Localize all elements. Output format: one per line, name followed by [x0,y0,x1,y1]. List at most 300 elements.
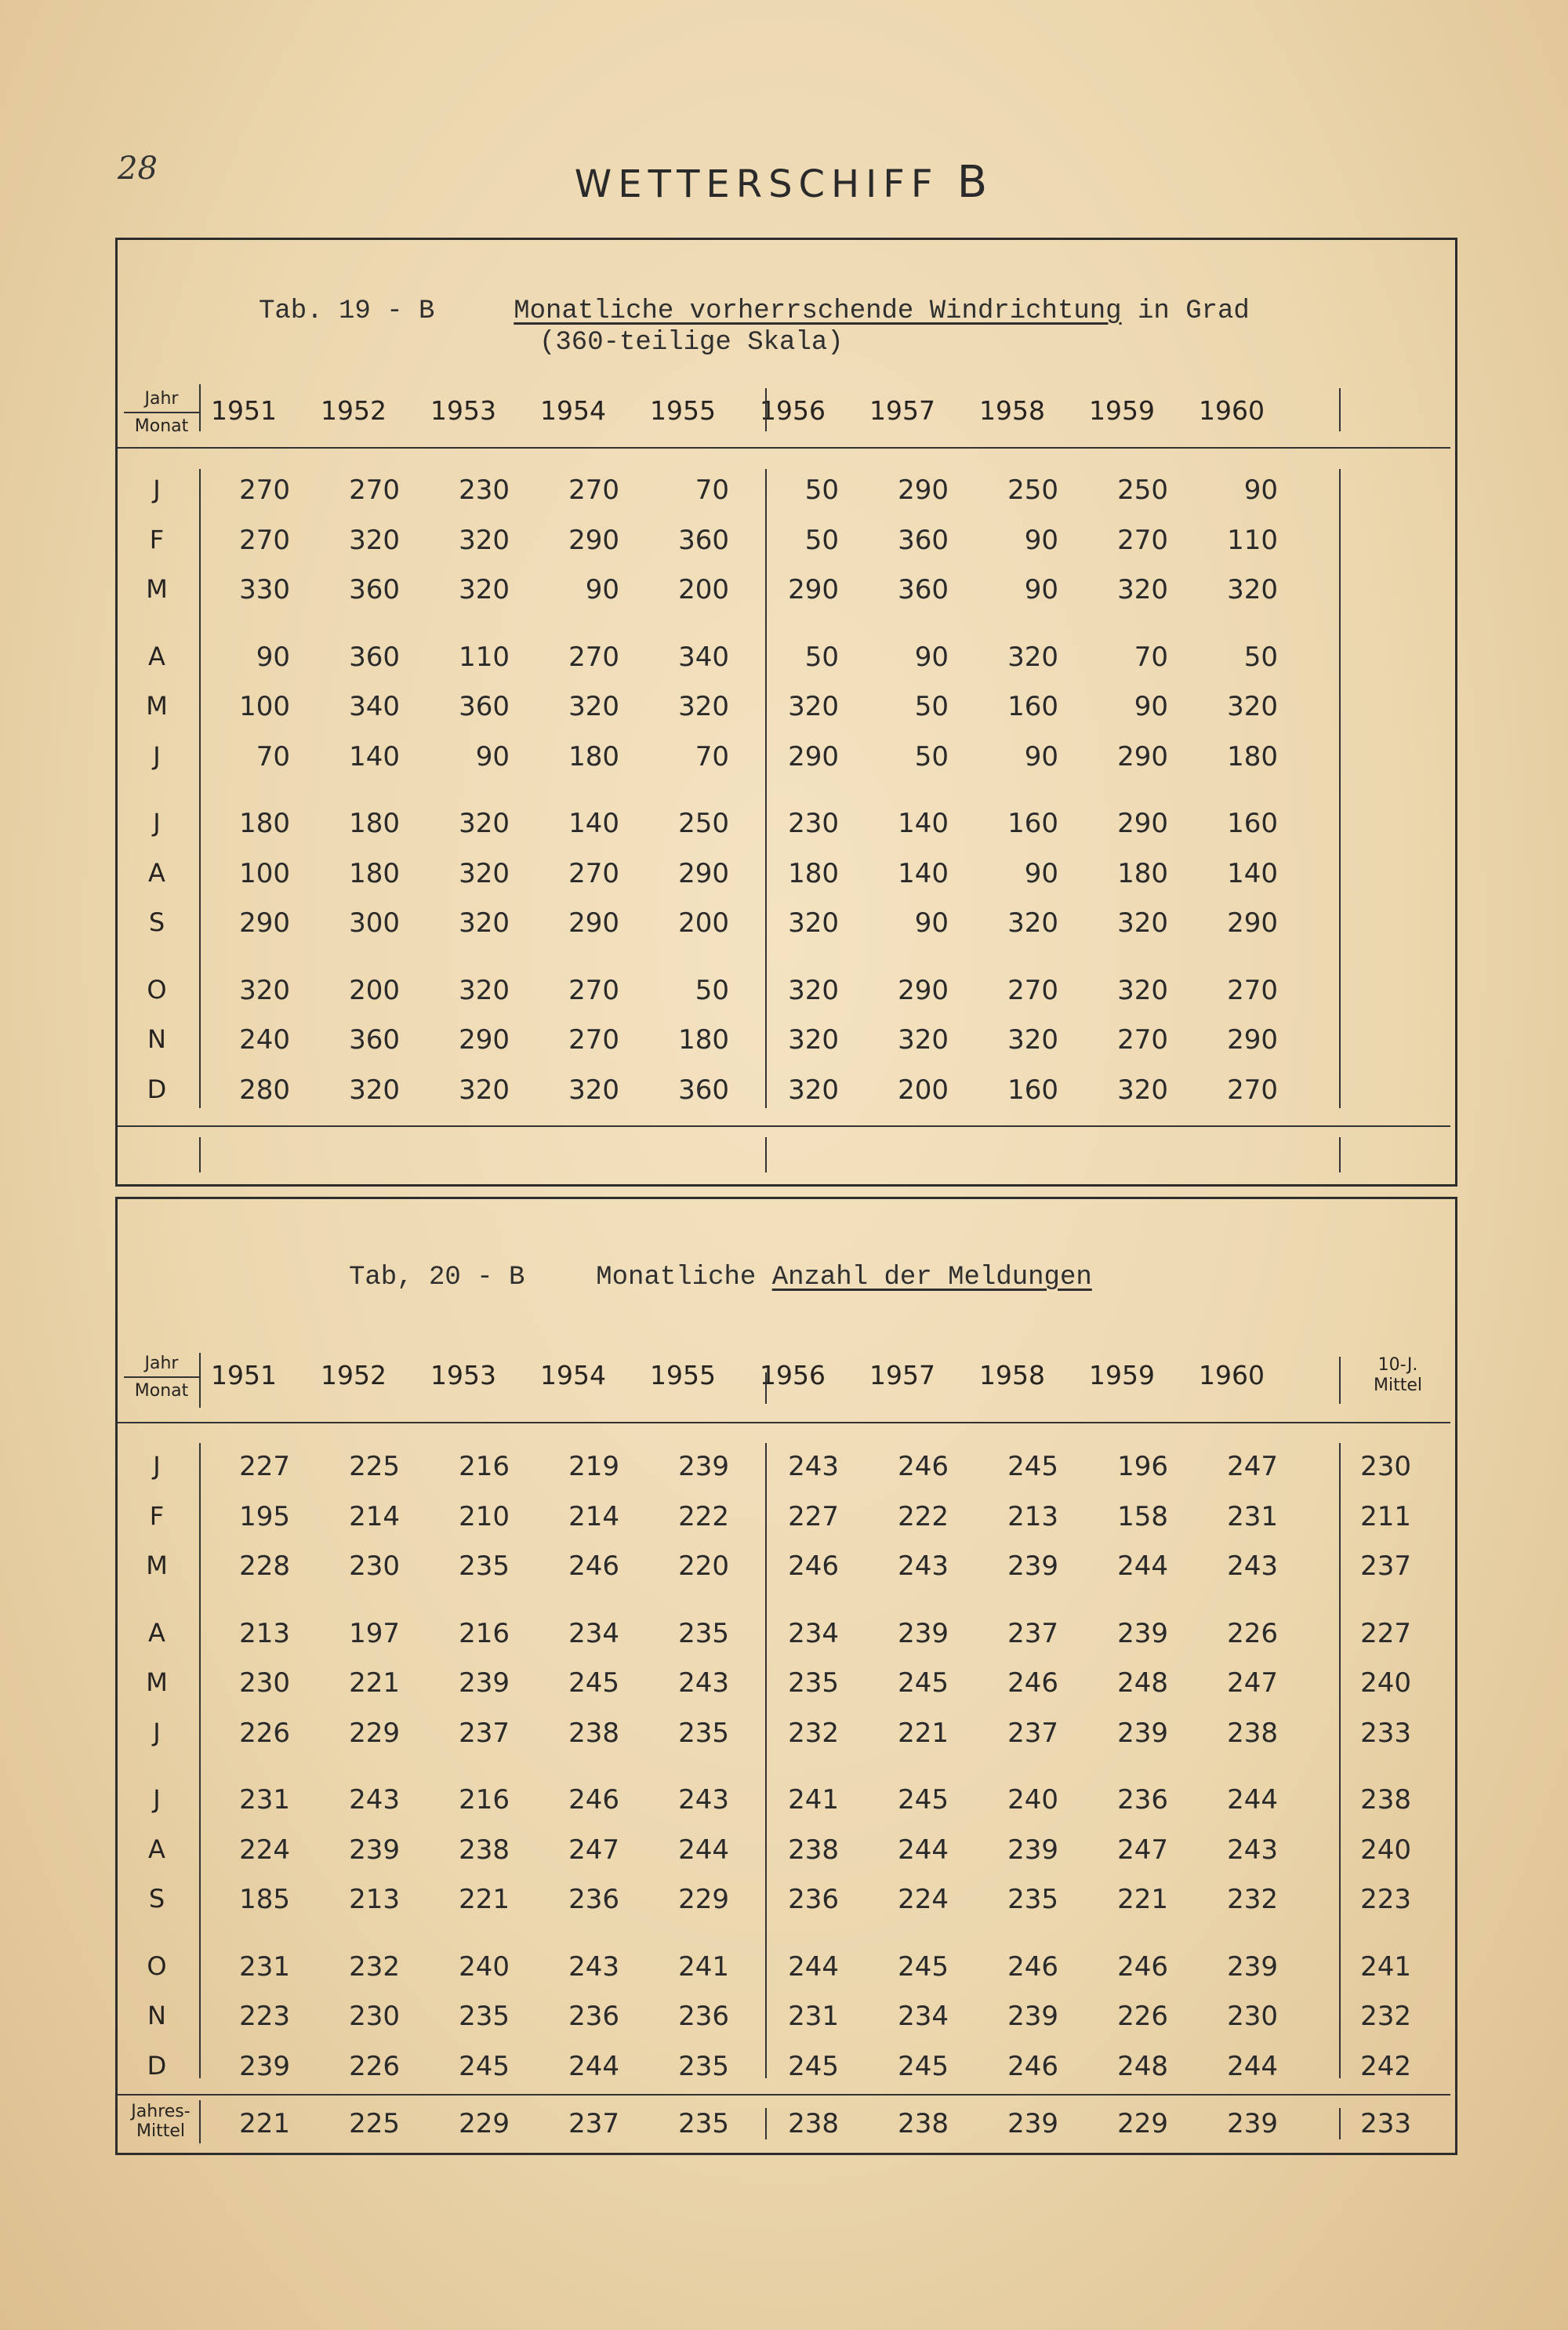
t20-cell: 239 [898,1617,949,1649]
t20-year-1954: 1954 [540,1360,606,1390]
t20-cell: 239 [1007,2001,1058,2032]
t20-cell: 231 [1227,1500,1278,1532]
t20-cell: 239 [678,1451,729,1482]
t20-cell: 244 [1227,1784,1278,1816]
table-19-title: Monatliche vorherrschende Windrichtung [514,296,1122,326]
t20-cell: 246 [568,1550,619,1582]
t19-cell: 140 [898,857,949,889]
t19-cell: 320 [459,974,510,1006]
t20-footer-cell: 229 [459,2108,510,2139]
t19-cell: 290 [1117,740,1168,772]
t19-month-label: M [146,691,168,721]
t19-month-label: J [153,740,161,771]
page-title [0,157,1568,208]
t19-cell: 320 [349,524,400,556]
t19-foot-divider-right [1339,1137,1341,1172]
table-19-label: Tab. 19 - B [259,296,435,326]
t20-cell: 235 [678,2050,729,2082]
t20-cell: 232 [349,1950,400,1983]
t19-cell: 320 [568,691,619,722]
t19-cell: 270 [1117,524,1168,556]
t20-cell: 236 [678,2001,729,2032]
t19-month-label: M [146,574,168,604]
t20-cell: 227 [788,1500,839,1532]
table-19-caption [259,296,1250,326]
t20-cell: 245 [898,1950,949,1983]
t19-cell: 200 [898,1074,949,1106]
t19-cell: 50 [804,524,839,556]
t20-footer-cell: 238 [898,2108,949,2139]
t20-cell: 245 [898,2050,949,2082]
t20-cell: 243 [349,1784,400,1816]
t19-cell: 290 [1117,808,1168,839]
t19-cell: 360 [678,524,729,556]
t20-month-label: O [147,1950,167,1981]
t19-year-1952: 1952 [321,395,387,426]
t20-mittel-cell: 242 [1360,2050,1411,2082]
t19-cell: 290 [788,740,839,772]
t20-cell: 246 [1007,2050,1058,2082]
t20-col-divider-mid [765,1372,767,1404]
t19-cell: 320 [788,691,839,722]
t19-cell: 320 [898,1024,949,1056]
t19-cell: 110 [1227,524,1278,556]
t20-cell: 224 [239,1834,290,1866]
t20-cell: 234 [788,1617,839,1649]
t20-header-rule [118,1422,1450,1423]
t20-footer-cell: 235 [678,2108,729,2139]
t19-cell: 290 [239,907,290,939]
t19-month-label: O [147,974,167,1005]
t20-cell: 216 [459,1451,510,1482]
t19-cell: 270 [349,474,400,506]
t19-cell: 290 [1227,907,1278,939]
t20-cell: 239 [1117,1617,1168,1649]
table-20-caption [349,1263,1092,1292]
t19-foot-divider-mid [765,1137,767,1172]
t19-cell: 270 [239,524,290,556]
t19-cell: 180 [349,857,400,889]
t20-cell: 229 [678,1884,729,1915]
t19-cell: 180 [788,857,839,889]
t20-year-1952: 1952 [321,1360,387,1390]
mittel-label-2: Mittel [1374,1376,1422,1395]
t19-cell: 320 [459,857,510,889]
t19-cell: 360 [898,574,949,605]
t20-cell: 246 [1117,1950,1168,1983]
t20-cell: 243 [678,1667,729,1699]
t19-cell: 50 [914,691,949,722]
t19-cell: 320 [678,691,729,722]
t20-mittel-cell: 241 [1360,1950,1411,1983]
t20-cell: 197 [349,1617,400,1649]
t20-year-1960: 1960 [1199,1360,1265,1390]
t20-cell: 226 [1227,1617,1278,1649]
t19-month-label: A [148,857,165,888]
t20-year-1959: 1959 [1089,1360,1155,1390]
t19-cell: 320 [788,1024,839,1056]
t20-cell: 236 [568,2001,619,2032]
t20-month-label: M [146,1667,168,1697]
t19-cell: 250 [678,808,729,839]
t19-cell: 90 [1024,524,1058,556]
t20-cell: 245 [568,1667,619,1699]
t19-cell: 180 [1117,857,1168,889]
t19-cell: 290 [1227,1024,1278,1056]
t20-cell: 214 [568,1500,619,1532]
t19-col-divider-mid [765,388,767,431]
t19-cell: 360 [459,691,510,722]
t19-header-rule [118,447,1450,449]
jahres-label: Jahres- [131,2102,191,2121]
t19-cell: 270 [568,474,619,506]
t19-cell: 320 [788,907,839,939]
t20-month-label: D [147,2050,167,2081]
table-19-subtitle: (360-teilige Skala) [539,328,844,358]
t20-cell: 240 [1007,1784,1058,1816]
t20-cell: 232 [1227,1884,1278,1915]
t19-body-divider-left [199,469,201,1108]
t19-cell: 270 [568,857,619,889]
t20-cell: 221 [898,1717,949,1749]
t19-cell: 290 [898,474,949,506]
t20-cell: 244 [788,1950,839,1983]
t20-cell: 235 [678,1617,729,1649]
table-20-title-plain: Monatliche [596,1263,772,1292]
t19-cell: 320 [1007,641,1058,673]
page-title-prefix: WETTERSCHIFF [574,162,939,206]
t20-cell: 243 [1227,1550,1278,1582]
t19-cell: 180 [678,1024,729,1056]
t19-cell: 90 [475,740,510,772]
t19-cell: 160 [1007,1074,1058,1106]
t20-cell: 216 [459,1617,510,1649]
t20-mittel-cell: 237 [1360,1550,1411,1582]
t19-cell: 200 [678,907,729,939]
t20-cell: 247 [568,1834,619,1866]
t20-body-divider-right [1339,1443,1341,2078]
t20-cell: 243 [678,1784,729,1816]
t19-cell: 140 [349,740,400,772]
t20-cell: 248 [1117,1667,1168,1699]
t19-footer-rule [118,1125,1450,1127]
t20-cell: 213 [239,1617,290,1649]
t19-cell: 160 [1227,808,1278,839]
t20-footer-cell: 237 [568,2108,619,2139]
t20-cell: 216 [459,1784,510,1816]
t20-month-label: J [153,1451,161,1481]
t19-cell: 90 [1134,691,1168,722]
t20-month-label: S [148,1884,165,1914]
t20-cell: 213 [1007,1500,1058,1532]
t19-cell: 230 [459,474,510,506]
t20-cell: 219 [568,1451,619,1482]
t19-cell: 180 [1227,740,1278,772]
t20-cell: 213 [349,1884,400,1915]
t20-body-divider-mid [765,1443,767,2078]
t20-cell: 158 [1117,1500,1168,1532]
t19-body-divider-mid [765,469,767,1108]
t20-cell: 239 [239,2050,290,2082]
t20-footer-cell: 233 [1360,2108,1411,2139]
t19-cell: 70 [695,474,729,506]
mittel-label: Mittel [136,2121,185,2141]
t19-month-label: A [148,641,165,671]
t20-cell: 210 [459,1500,510,1532]
t20-cell: 223 [239,2001,290,2032]
t19-year-1957: 1957 [869,395,935,426]
t19-cell: 320 [459,907,510,939]
t20-cell: 239 [1007,1550,1058,1582]
t19-cell: 70 [1134,641,1168,673]
table-20-label: Tab, 20 - B [349,1263,525,1292]
t20-cell: 236 [568,1884,619,1915]
t19-cell: 180 [239,808,290,839]
t20-jahres-mittel-label [122,2102,200,2141]
t20-cell: 195 [239,1500,290,1532]
t19-body-divider-right [1339,469,1341,1108]
t19-cell: 290 [788,574,839,605]
t19-cell: 320 [349,1074,400,1106]
jahr-label: Jahr [124,389,199,413]
t20-month-label: A [148,1617,165,1648]
t19-cell: 360 [349,1024,400,1056]
t19-cell: 290 [898,974,949,1006]
t19-cell: 70 [695,740,729,772]
t20-mittel-cell: 240 [1360,1834,1411,1866]
t19-cell: 360 [678,1074,729,1106]
t20-cell: 226 [239,1717,290,1749]
t20-footer-cell: 221 [239,2108,290,2139]
t20-year-1955: 1955 [650,1360,716,1390]
t19-cell: 250 [1117,474,1168,506]
t20-footer-cell: 229 [1117,2108,1168,2139]
monat-label: Monat [134,1381,189,1401]
t20-cell: 243 [568,1950,619,1983]
t20-cell: 243 [898,1550,949,1582]
t19-cell: 270 [239,474,290,506]
t19-year-1954: 1954 [540,395,606,426]
t19-cell: 100 [239,857,290,889]
t20-cell: 244 [898,1834,949,1866]
t19-cell: 270 [1227,1074,1278,1106]
t19-cell: 320 [239,974,290,1006]
t19-cell: 70 [256,740,290,772]
t19-cell: 50 [695,974,729,1006]
t20-cell: 245 [898,1784,949,1816]
t20-mittel-cell: 223 [1360,1884,1411,1915]
t20-cell: 234 [898,2001,949,2032]
t19-cell: 270 [568,641,619,673]
t20-cell: 196 [1117,1451,1168,1482]
t19-cell: 270 [1227,974,1278,1006]
t20-cell: 224 [898,1884,949,1915]
jahr-label: Jahr [124,1354,199,1378]
t20-mittel-cell: 233 [1360,1717,1411,1749]
t19-cell: 290 [568,907,619,939]
t19-cell: 320 [459,1074,510,1106]
t19-year-1953: 1953 [430,395,496,426]
t20-cell: 243 [788,1451,839,1482]
t20-cell: 245 [1007,1451,1058,1482]
t19-cell: 140 [568,808,619,839]
t19-cell: 340 [349,691,400,722]
t20-cell: 246 [568,1784,619,1816]
t19-cell: 110 [459,641,510,673]
t19-cell: 140 [1227,857,1278,889]
t19-cell: 50 [914,740,949,772]
t20-cell: 236 [788,1884,839,1915]
t20-cell: 236 [1117,1784,1168,1816]
t19-cell: 100 [239,691,290,722]
t20-cell: 235 [678,1717,729,1749]
t20-cell: 248 [1117,2050,1168,2082]
t19-cell: 90 [256,641,290,673]
t19-cell: 320 [1117,574,1168,605]
t20-cell: 243 [1227,1834,1278,1866]
mittel-label-1: 10-J. [1377,1355,1418,1375]
t20-cell: 246 [1007,1950,1058,1983]
t20-cell: 230 [1227,2001,1278,2032]
t20-cell: 246 [898,1451,949,1482]
t19-cell: 90 [1024,740,1058,772]
t19-cell: 270 [1007,974,1058,1006]
t19-cell: 90 [1024,857,1058,889]
t19-cell: 320 [459,574,510,605]
t19-cell: 320 [568,1074,619,1106]
t19-cell: 320 [788,974,839,1006]
t20-month-label: J [153,1784,161,1814]
table-19-title-rest: in Grad [1121,296,1250,326]
t20-cell: 239 [349,1834,400,1866]
t20-cell: 244 [568,2050,619,2082]
t20-cell: 238 [459,1834,510,1866]
t20-cell: 247 [1227,1451,1278,1482]
t19-cell: 290 [459,1024,510,1056]
t19-cell: 300 [349,907,400,939]
t19-year-1955: 1955 [650,395,716,426]
t20-month-label: A [148,1834,165,1864]
t20-footer-cell: 225 [349,2108,400,2139]
t20-cell: 234 [568,1617,619,1649]
t20-cell: 229 [349,1717,400,1749]
t19-jahr-monat-header [124,389,199,437]
t20-cell: 240 [459,1950,510,1983]
t20-cell: 230 [239,1667,290,1699]
t20-year-1951: 1951 [211,1360,277,1390]
t20-mittel-cell: 238 [1360,1784,1411,1816]
t19-cell: 240 [239,1024,290,1056]
t19-month-label: S [148,907,165,937]
t20-year-1953: 1953 [430,1360,496,1390]
t20-cell: 245 [459,2050,510,2082]
t19-cell: 90 [914,907,949,939]
t20-cell: 222 [898,1500,949,1532]
t19-year-1960: 1960 [1199,395,1265,426]
t19-cell: 180 [349,808,400,839]
t20-cell: 221 [1117,1884,1168,1915]
t20-cell: 227 [239,1451,290,1482]
page-title-letter: B [956,157,994,208]
t19-cell: 280 [239,1074,290,1106]
t20-cell: 185 [239,1884,290,1915]
t20-body-divider-left [199,1443,201,2078]
t20-cell: 238 [788,1834,839,1866]
t20-cell: 239 [459,1667,510,1699]
t19-cell: 290 [678,857,729,889]
t20-cell: 221 [349,1667,400,1699]
t20-cell: 230 [349,1550,400,1582]
t19-foot-divider-left [199,1137,201,1172]
t20-footer-cell: 239 [1007,2108,1058,2139]
t19-cell: 320 [1007,1024,1058,1056]
t20-footer-cell: 239 [1227,2108,1278,2139]
t19-cell: 50 [804,474,839,506]
t20-month-label: J [153,1717,161,1747]
t20-cell: 222 [678,1500,729,1532]
t20-mittel-cell: 230 [1360,1451,1411,1482]
t20-cell: 237 [459,1717,510,1749]
t20-cell: 246 [1007,1667,1058,1699]
t20-cell: 235 [459,1550,510,1582]
t19-cell: 320 [1117,974,1168,1006]
t20-cell: 237 [1007,1717,1058,1749]
t20-mittel-cell: 227 [1360,1617,1411,1649]
t19-cell: 50 [1243,641,1278,673]
t19-year-1956: 1956 [760,395,826,426]
t20-cell: 237 [1007,1617,1058,1649]
t19-cell: 250 [1007,474,1058,506]
t19-col-divider-right [1339,388,1341,431]
t19-cell: 330 [239,574,290,605]
t19-cell: 230 [788,808,839,839]
t19-cell: 320 [459,808,510,839]
t20-cell: 239 [1007,1834,1058,1866]
t19-cell: 160 [1007,808,1058,839]
t20-year-1956: 1956 [760,1360,826,1390]
t20-foot-divider-left [199,2100,201,2143]
t19-cell: 320 [1227,574,1278,605]
t19-cell: 160 [1007,691,1058,722]
t20-cell: 238 [568,1717,619,1749]
t19-cell: 290 [568,524,619,556]
t19-year-1959: 1959 [1089,395,1155,426]
t20-cell: 247 [1117,1834,1168,1866]
t19-cell: 200 [349,974,400,1006]
t20-cell: 244 [678,1834,729,1866]
t20-cell: 241 [678,1950,729,1983]
t20-cell: 245 [788,2050,839,2082]
t20-cell: 230 [349,2001,400,2032]
t19-cell: 270 [1117,1024,1168,1056]
t20-cell: 231 [239,1784,290,1816]
t20-month-label: N [147,2001,166,2030]
t19-col-divider-left [199,384,201,431]
t20-cell: 235 [1007,1884,1058,1915]
t19-cell: 50 [804,641,839,673]
t20-cell: 239 [1117,1717,1168,1749]
monat-label: Monat [134,416,189,436]
t19-cell: 320 [1007,907,1058,939]
t20-cell: 232 [788,1717,839,1749]
t19-cell: 320 [1117,907,1168,939]
t19-cell: 270 [568,974,619,1006]
t20-mittel-header [1355,1355,1441,1396]
t20-mittel-cell: 232 [1360,2001,1411,2032]
t20-footer-cell: 238 [788,2108,839,2139]
t20-year-1957: 1957 [869,1360,935,1390]
t20-jahr-monat-header [124,1354,199,1401]
